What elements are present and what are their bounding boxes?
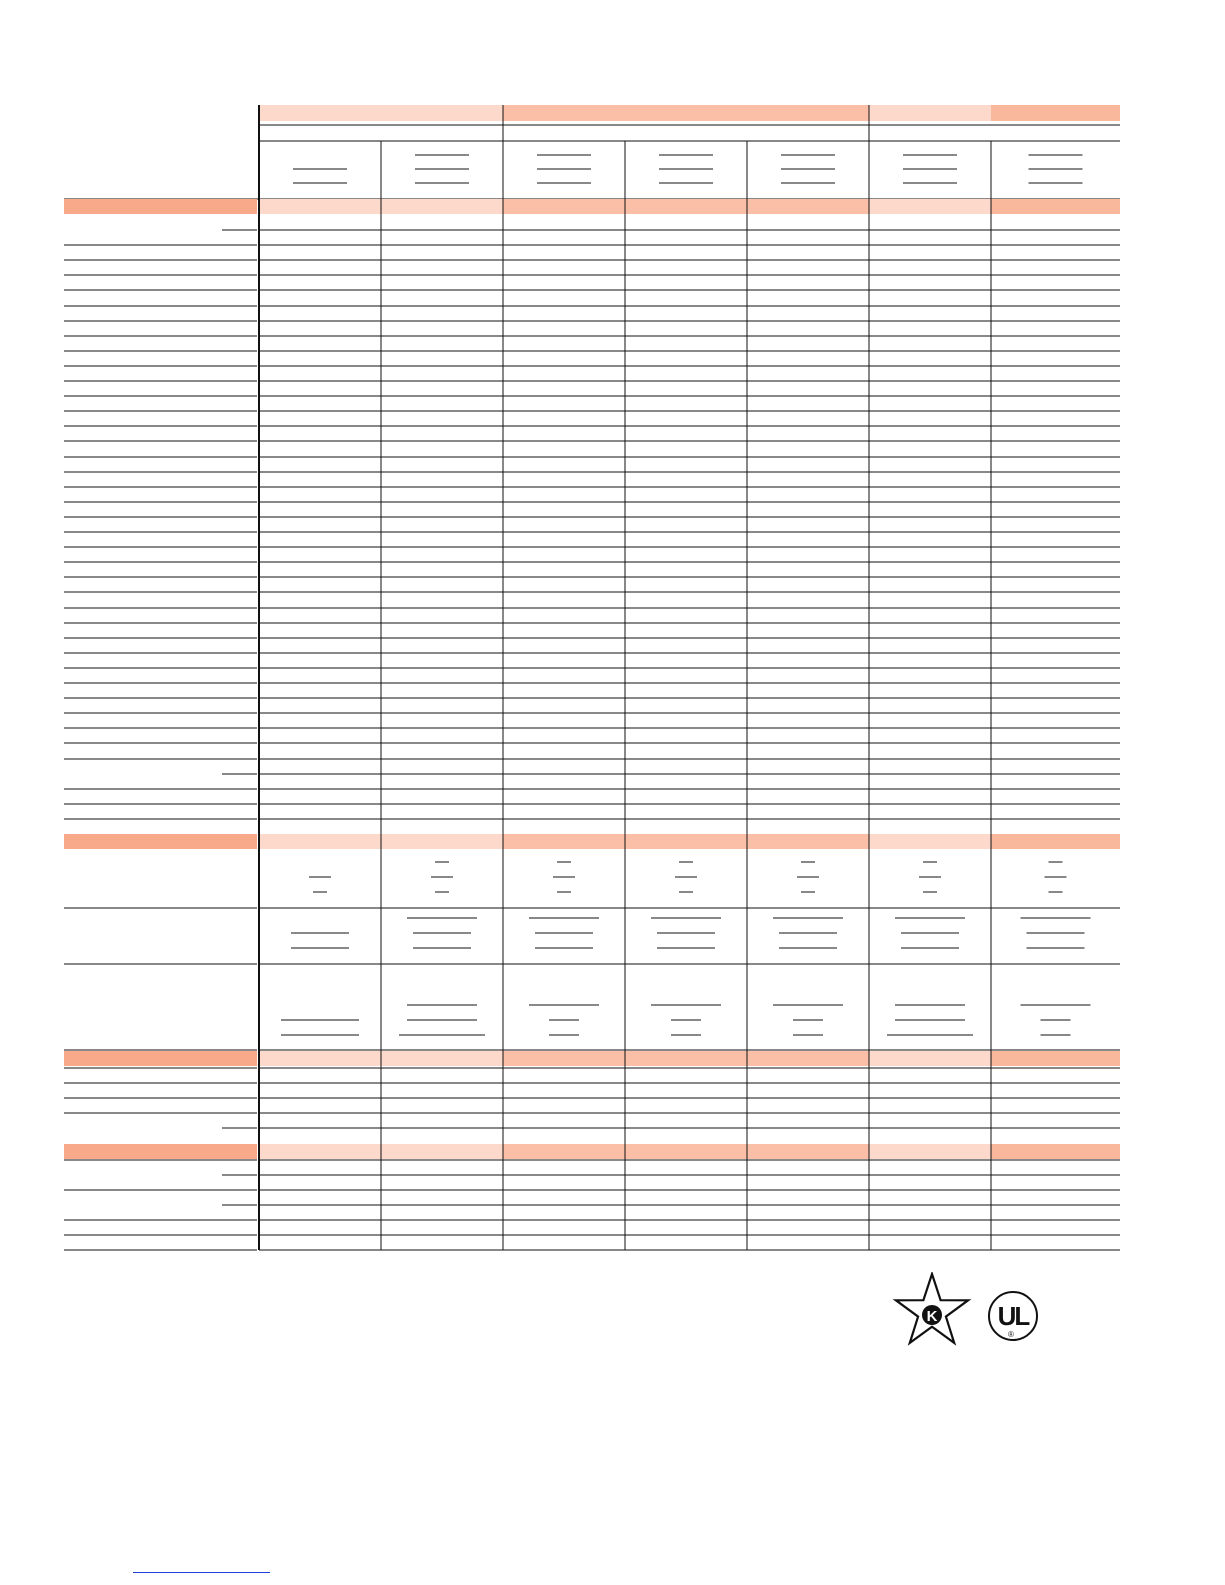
section-4-value-band [991, 1144, 1120, 1159]
section-3-label-band [64, 1051, 257, 1066]
certification-marks [880, 1272, 1080, 1362]
section-1-value-band [503, 199, 625, 214]
ul-listed-icon [989, 1292, 1037, 1340]
section-3-value-band [503, 1051, 625, 1066]
section-2-value-band [625, 834, 747, 849]
section-2-value-band [259, 834, 381, 849]
header-group-band-2 [503, 105, 869, 121]
section-3-value-band [869, 1051, 991, 1066]
section-4-label-band [64, 1144, 257, 1159]
section-2-value-band [381, 834, 503, 849]
ul-letters: UL [997, 1301, 1029, 1331]
section-4-value-band [503, 1144, 625, 1159]
section-4-value-band [625, 1144, 747, 1159]
section-1-value-band [625, 199, 747, 214]
section-1-value-band [869, 199, 991, 214]
header-group-band-1 [259, 105, 503, 121]
section-2-value-band [747, 834, 869, 849]
ul-registered-mark: ® [1008, 1330, 1014, 1339]
section-3-value-band [625, 1051, 747, 1066]
section-1-value-band [381, 199, 503, 214]
section-4-value-band [381, 1144, 503, 1159]
header-group-band-3 [869, 105, 991, 121]
kosher-k-letter: K [926, 1308, 938, 1325]
section-2-value-band [869, 834, 991, 849]
footer-link-underline[interactable] [133, 1572, 270, 1573]
section-2-label-band [64, 834, 257, 849]
section-1-value-band [747, 199, 869, 214]
section-4-value-band [747, 1144, 869, 1159]
section-4-value-band [869, 1144, 991, 1159]
section-4-value-band [259, 1144, 381, 1159]
section-1-value-band [259, 199, 381, 214]
kosher-star-icon [896, 1274, 968, 1343]
section-2-value-band [503, 834, 625, 849]
header-group-band-4 [991, 105, 1120, 121]
section-2-value-band [991, 834, 1120, 849]
section-3-value-band [747, 1051, 869, 1066]
section-3-value-band [991, 1051, 1120, 1066]
section-3-value-band [259, 1051, 381, 1066]
section-1-value-band [991, 199, 1120, 214]
section-3-value-band [381, 1051, 503, 1066]
section-1-label-band [64, 199, 257, 214]
